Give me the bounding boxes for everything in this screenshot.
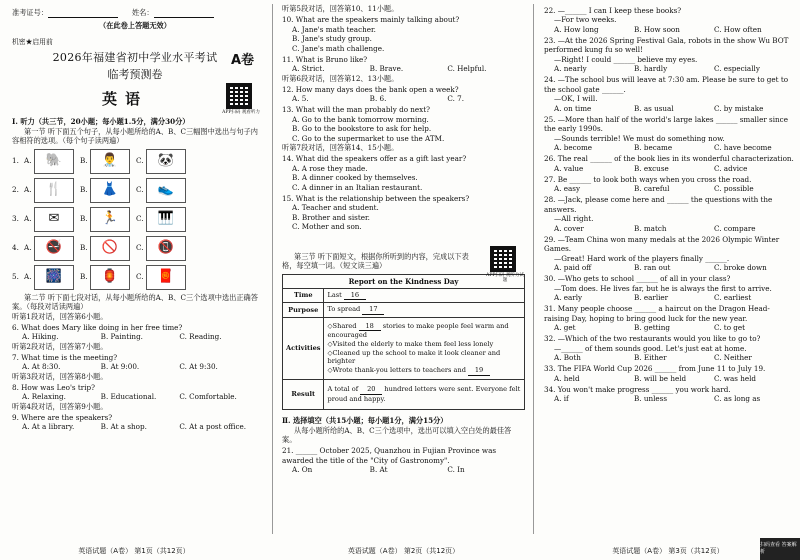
answer-option[interactable]: A. Hiking. xyxy=(22,332,59,341)
answer-option[interactable]: A. Teacher and student. xyxy=(292,203,379,212)
picture-option[interactable]: 👗 xyxy=(90,178,130,203)
act4-pre: ◇Wrote thank-you letters to teachers and xyxy=(327,366,466,375)
question-stem: 32. —Which of the two restaurants would you like to go to? xyxy=(544,334,761,343)
answer-options xyxy=(544,104,794,114)
question-stem: 13. What will the man probably do next? xyxy=(282,105,430,114)
question-stem: 29. —Team China won many medals at the 2026 Olympic Winter Games. xyxy=(544,234,780,253)
answer-option[interactable]: A. Jane's math teacher. xyxy=(292,24,376,34)
exam-no-label: 准考证号： xyxy=(12,8,48,17)
blank-19[interactable]: 19 xyxy=(468,366,490,376)
question-stem: 28. —Jack, please come here and ______ the questions with the answers. xyxy=(544,195,773,214)
picture-option[interactable]: 📵 xyxy=(146,236,186,261)
blank-20[interactable]: 20 xyxy=(360,385,382,395)
answer-options xyxy=(12,392,258,402)
name-label: 姓名： xyxy=(131,8,154,17)
answer-option[interactable]: A. At 8:30. xyxy=(22,362,61,371)
part1-intro: 第一节 听下面五个句子，从每小题所给的A、B、C三幅图中选出与句子内容相符的选项。（每个句子读两遍） xyxy=(12,126,258,145)
answer-option[interactable]: B. Either xyxy=(634,353,667,362)
answer-option[interactable]: C. Jane's math challenge. xyxy=(292,43,385,53)
paper-tag: A卷 xyxy=(230,53,254,68)
qr-code-icon[interactable] xyxy=(490,246,516,272)
notice: （在此卷上答题无效） xyxy=(99,20,171,30)
page-footer-1: 英语试题（A卷） 第1页（共12页） xyxy=(78,546,190,555)
answer-option[interactable]: B. ran out xyxy=(634,263,671,272)
page-footer-2: 英语试题（A卷） 第2页（共12页） xyxy=(347,546,460,555)
candidate-info xyxy=(12,8,258,18)
answer-option[interactable]: C. Mother and son. xyxy=(292,222,362,231)
dialogue-reply: —Right! I could ______ believe my eyes. xyxy=(554,54,698,64)
part2-intro: 第二节 听下面七段对话，从每小题所给的A、B、C三个选项中选出正确答案。（每段对话读两遍） xyxy=(12,292,258,311)
subject-title: 英语 xyxy=(102,90,149,108)
picture-questions xyxy=(12,148,258,291)
answer-option[interactable]: A. A rose they made. xyxy=(292,163,368,173)
option-letter: B. xyxy=(80,185,88,195)
answer-option[interactable]: C. At 9:30. xyxy=(179,362,218,371)
answer-option[interactable]: C. A dinner in an Italian restaurant. xyxy=(292,182,423,192)
column-divider xyxy=(533,4,534,534)
answer-options xyxy=(282,64,525,74)
picture-option[interactable]: 🎆 xyxy=(34,265,74,290)
answer-option[interactable]: B. At xyxy=(369,465,388,475)
option-letter: A. xyxy=(24,272,32,282)
picture-option[interactable]: 🚭 xyxy=(34,236,74,261)
dialogue-reply: —All right. xyxy=(554,214,594,223)
answer-option[interactable]: C. Reading. xyxy=(179,332,222,341)
section1-heading: Ⅰ. 听力（共三节，20小题；每小题1.5分，满分30分） xyxy=(12,117,190,126)
question-number: 5. xyxy=(12,272,19,282)
page-column-1 xyxy=(0,0,268,560)
answer-option[interactable]: C. How often xyxy=(714,24,762,34)
purpose-label: Purpose xyxy=(283,303,324,318)
qr-caption: APP扫码 观看听力 xyxy=(222,110,260,115)
activity-2: ◇Visited the elderly to make them feel less lonely xyxy=(327,339,494,348)
listening-cue: 听第4段对话，回答第9小题。 xyxy=(12,401,108,411)
question-stem: 7. What time is the meeting? xyxy=(12,352,118,362)
question-stem: 26. The real ______ of the book lies in its wonderful characterization. xyxy=(544,154,794,163)
answer-option[interactable]: A. get xyxy=(554,323,576,332)
answer-option[interactable]: A. if xyxy=(554,394,569,403)
question-stem: 31. Many people choose ______ a haircut on the Dragon Head-raising Day, hoping to bring good luck for the new year. xyxy=(544,304,770,323)
answer-option[interactable]: B. At 9:00. xyxy=(100,362,140,371)
section2-intro: 从每小题所给的A、B、C三个选项中，选出可以填入空白处的最佳答案。 xyxy=(282,425,512,445)
act1-pre: ◇Shared xyxy=(327,321,357,330)
answer-options xyxy=(282,94,525,104)
answer-options xyxy=(544,353,794,363)
answer-option[interactable]: A. 5. xyxy=(292,94,309,103)
answer-option[interactable]: C. have become xyxy=(714,143,772,152)
listening-questions-1 xyxy=(12,312,258,432)
answer-options xyxy=(12,332,258,342)
listening-cue: 听第6段对话，回答第12、13小题。 xyxy=(282,73,399,83)
answer-option[interactable]: A. Strict. xyxy=(292,64,325,73)
question-stem: 22. —______ I can I keep these books? xyxy=(544,5,682,15)
answer-options xyxy=(544,323,794,333)
blank-17[interactable]: 17 xyxy=(362,305,384,315)
qr-code-icon[interactable] xyxy=(226,83,252,109)
listening-cue: 听第2段对话，回答第7小题。 xyxy=(12,341,108,351)
answer-option[interactable]: A. On xyxy=(292,465,313,475)
dialogue-reply: —For two weeks. xyxy=(554,15,617,24)
answer-option[interactable]: C. At a post office. xyxy=(179,422,247,431)
question-stem: 11. What is Bruno like? xyxy=(282,54,368,64)
picture-question xyxy=(12,177,258,204)
grammar-questions xyxy=(544,6,794,404)
answer-option[interactable]: A. Go to the bank tomorrow morning. xyxy=(292,114,429,124)
question-stem: 14. What did the speakers offer as a gift last year? xyxy=(282,154,467,163)
option-letter: B. xyxy=(80,214,88,224)
answer-option[interactable]: A. How long xyxy=(554,24,599,34)
answer-option[interactable]: B. Painting. xyxy=(100,332,143,341)
answer-options xyxy=(544,143,794,153)
answer-option[interactable]: A. value xyxy=(554,163,584,173)
question-stem: 9. Where are the speakers? xyxy=(12,412,113,422)
question-stem: 12. How many days does the bank open a week? xyxy=(282,84,459,94)
answer-option[interactable]: B. Educational. xyxy=(100,392,157,401)
option-letter: C. xyxy=(136,185,144,195)
answer-option[interactable]: A. cover xyxy=(554,223,584,233)
table-title: Report on the Kindness Day xyxy=(283,274,525,288)
answer-option[interactable]: A. on time xyxy=(554,103,592,113)
answer-option[interactable]: B. will be held xyxy=(634,373,687,383)
option-letter: C. xyxy=(136,214,144,224)
picture-question xyxy=(12,206,258,233)
answer-option[interactable]: C. earliest xyxy=(714,293,752,302)
time-label: Time xyxy=(283,288,324,303)
answer-option[interactable]: C. In xyxy=(447,465,465,475)
question-number: 4. xyxy=(12,243,19,253)
exam-subtitle: 临考预测卷 xyxy=(107,68,163,82)
answer-options xyxy=(544,25,794,35)
picture-option[interactable]: 🐘 xyxy=(34,149,74,174)
answer-option[interactable]: A. Both xyxy=(554,353,581,362)
listening-questions-2 xyxy=(282,4,525,232)
answer-option[interactable]: C. Go to the supermarket to use the ATM. xyxy=(292,133,445,143)
option-letter: C. xyxy=(136,272,144,282)
question-stem: 15. What is the relationship between the speakers? xyxy=(282,193,470,203)
answer-option[interactable]: A. Relaxing. xyxy=(22,392,66,401)
activity-3: ◇Cleaned up the school to make it look cleaner and brighter xyxy=(327,348,501,366)
answer-option[interactable]: B. How soon xyxy=(634,24,680,34)
option-letter: B. xyxy=(80,243,88,253)
activities-label: Activities xyxy=(283,318,324,380)
answer-options xyxy=(544,224,794,234)
question-stem: 6. What does Mary like doing in her free time? xyxy=(12,322,183,332)
dialogue-reply: —Great! Hard work of the players finally ______. xyxy=(554,253,730,263)
question-stem: 34. You won't make progress ______ you work hard. xyxy=(544,384,731,394)
picture-option[interactable]: 🐼 xyxy=(146,149,186,174)
answer-option[interactable]: C. as long as xyxy=(714,394,761,403)
option-letter: A. xyxy=(24,214,32,224)
answer-option[interactable]: B. hardly xyxy=(634,64,668,73)
answer-option[interactable]: B. careful xyxy=(634,184,670,193)
question-number: 1. xyxy=(12,156,19,166)
answer-option[interactable]: C. Helpful. xyxy=(447,64,487,73)
option-letter: B. xyxy=(80,272,88,282)
kindness-report-table xyxy=(282,274,525,411)
question-21-options xyxy=(282,465,525,475)
answer-option[interactable]: A. held xyxy=(554,373,580,383)
answer-options xyxy=(544,293,794,303)
picture-option[interactable]: 🎹 xyxy=(146,207,186,232)
answer-option[interactable]: B. Brave. xyxy=(369,64,404,73)
picture-option[interactable]: 🍴 xyxy=(34,178,74,203)
dialogue-reply: —Sounds terrible! We must do something now. xyxy=(554,133,725,143)
picture-option[interactable]: 🚫 xyxy=(90,236,130,261)
answer-option[interactable]: B. At a shop. xyxy=(100,422,147,431)
option-letter: C. xyxy=(136,243,144,253)
page-footer-3: 英语试题（A卷） 第3页（共12页） xyxy=(612,546,724,555)
picture-option[interactable]: ✉ xyxy=(34,207,74,232)
exam-no-field[interactable] xyxy=(48,8,118,18)
picture-question xyxy=(12,148,258,175)
answer-option[interactable]: B. Brother and sister. xyxy=(292,212,370,222)
question-stem: 27. Be ______ to look both ways when you cross the road. xyxy=(544,174,752,184)
exam-title: 2026年福建省初中学业水平考试 xyxy=(52,50,218,64)
page-column-3 xyxy=(536,0,800,560)
picture-option[interactable]: 🧧 xyxy=(146,265,186,290)
answer-options xyxy=(544,263,794,273)
answer-options xyxy=(12,422,258,432)
option-letter: A. xyxy=(24,243,32,253)
answer-option[interactable]: B. match xyxy=(634,223,667,233)
question-stem: 33. The FIFA World Cup 2026 ______ from June 11 to July 19. xyxy=(544,364,766,373)
answer-option[interactable]: A. easy xyxy=(554,184,581,193)
listening-cue: 听第1段对话，回答第6小题。 xyxy=(12,311,108,321)
dialogue-reply: —OK, I will. xyxy=(554,94,598,103)
option-letter: A. xyxy=(24,156,32,166)
question-stem: 24. —The school bus will leave at 7:30 am. Please be sure to get to the school gate ______. xyxy=(544,75,789,94)
answer-option[interactable]: C. compare xyxy=(714,223,756,233)
answer-option[interactable]: B. getting xyxy=(634,323,671,332)
qr-caption-2: APP扫码 观听力试题 xyxy=(486,272,524,284)
result-label: Result xyxy=(283,380,324,410)
question-stem: 8. How was Leo's trip? xyxy=(12,382,95,392)
question-number: 2. xyxy=(12,185,19,195)
picture-option[interactable]: 👨‍⚕ xyxy=(90,149,130,174)
picture-option[interactable]: 🏃 xyxy=(90,207,130,232)
result-pre: A total of xyxy=(327,385,359,394)
answer-option[interactable]: A. At a library. xyxy=(22,422,75,431)
question-21: 21. ______ October 2025, Quanzhou in Fujian Province was awarded the title of the "City of Gastronomy". xyxy=(282,446,497,465)
answer-option[interactable]: B. unless xyxy=(634,394,668,403)
picture-question xyxy=(12,235,258,262)
answer-options xyxy=(544,164,794,174)
answer-options xyxy=(12,362,258,372)
answer-option[interactable]: B. 6. xyxy=(369,94,387,103)
picture-question xyxy=(12,264,258,291)
picture-option[interactable]: 🏮 xyxy=(90,265,130,290)
answer-option[interactable]: A. early xyxy=(554,293,583,302)
answer-option[interactable]: A. paid off xyxy=(554,263,592,272)
answer-option[interactable]: C. 7. xyxy=(447,94,465,103)
answer-option[interactable]: B. Go to the bookstore to ask for help. xyxy=(292,124,432,133)
corner-qr-badge[interactable]: 扫码查看 答案解析 xyxy=(760,538,800,560)
column-divider xyxy=(272,4,273,534)
listening-cue: 听第7段对话，回答第14、15小题。 xyxy=(282,143,399,152)
answer-option[interactable]: C. Neither xyxy=(714,353,752,362)
answer-option[interactable]: B. as usual xyxy=(634,103,674,113)
answer-option[interactable]: A. become xyxy=(554,143,593,152)
listening-cue: 听第5段对话，回答第10、11小题。 xyxy=(282,4,399,13)
answer-option[interactable]: C. was held xyxy=(714,373,757,383)
answer-options xyxy=(544,374,794,384)
dialogue-reply: —______ of them sounds good. Let's just eat at home. xyxy=(554,343,747,353)
question-stem: 23. —At the 2026 Spring Festival Gala, robots in the show Wu BOT performed kung fu so well! xyxy=(544,35,789,54)
blank-16[interactable]: 16 xyxy=(344,291,366,301)
option-letter: C. xyxy=(136,156,144,166)
time-pre: Last xyxy=(327,290,342,299)
answer-option[interactable]: C. Comfortable. xyxy=(179,392,237,401)
option-letter: A. xyxy=(24,185,32,195)
answer-option[interactable]: C. possible xyxy=(714,184,754,193)
question-number: 3. xyxy=(12,214,19,224)
secret-mark: 机密★启用前 xyxy=(12,38,53,46)
answer-option[interactable]: B. became xyxy=(634,143,673,152)
answer-option[interactable]: C. especially xyxy=(714,64,760,73)
answer-option[interactable]: C. advice xyxy=(714,163,748,173)
answer-options xyxy=(544,184,794,194)
option-letter: B. xyxy=(80,156,88,166)
answer-option[interactable]: B. excuse xyxy=(634,163,669,173)
answer-option[interactable]: A. nearly xyxy=(554,64,587,73)
name-field[interactable] xyxy=(154,8,214,18)
answer-option[interactable]: B. A dinner cooked by themselves. xyxy=(292,173,418,182)
part3-intro: 第三节 听下面短文，根据你所听到的内容，完成以下表格，每空填一词。（短文读三遍） xyxy=(282,251,469,270)
dialogue-reply: —Tom does. He lives far, but he is always the first to arrive. xyxy=(554,283,772,293)
answer-options xyxy=(544,64,794,74)
picture-option[interactable]: 👟 xyxy=(146,178,186,203)
question-stem: 10. What are the speakers mainly talking about? xyxy=(282,15,460,24)
section2-heading: Ⅱ. 选择填空（共15小题；每小题1分，满分15分） xyxy=(282,416,448,426)
question-stem: 30. —Who gets to school ______ of all in your class? xyxy=(544,274,731,283)
purpose-pre: To spread xyxy=(327,305,361,314)
listening-cue: 听第3段对话，回答第8小题。 xyxy=(12,371,108,381)
page-column-2 xyxy=(276,0,531,560)
question-stem: 25. —More than half of the world's large lakes ______ smaller since the early 1990s. xyxy=(544,114,788,133)
act1-post: stories to make people feel warm and encouraged xyxy=(327,321,509,340)
answer-options xyxy=(544,394,794,404)
answer-option[interactable]: C. to get xyxy=(714,323,746,332)
answer-option[interactable]: B. earlier xyxy=(634,293,669,302)
blank-18[interactable]: 18 xyxy=(359,322,381,332)
answer-option[interactable]: B. Jane's study group. xyxy=(292,34,372,43)
answer-option[interactable]: C. broke down xyxy=(714,263,767,272)
answer-option[interactable]: C. by mistake xyxy=(714,103,764,113)
result-post: hundred letters were sent. Everyone felt proud and happy. xyxy=(327,385,521,404)
